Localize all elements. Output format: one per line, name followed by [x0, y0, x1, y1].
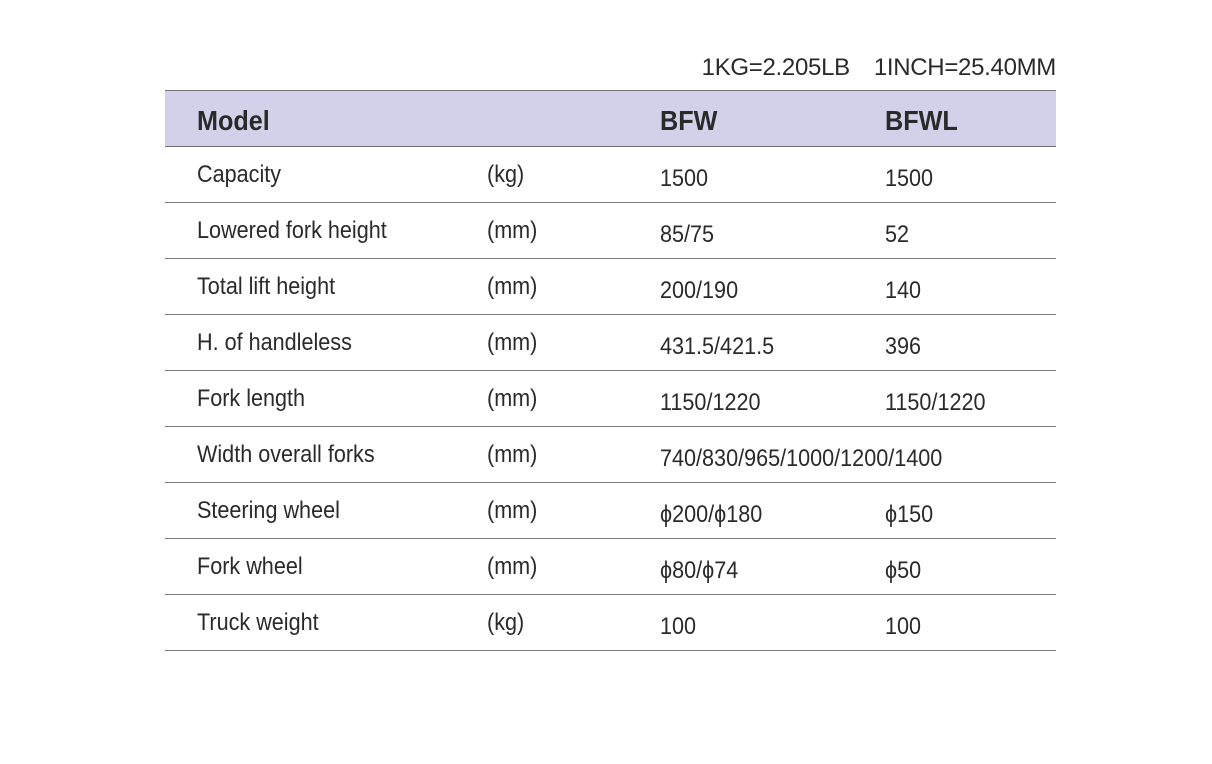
row-unit: (mm) — [487, 328, 538, 356]
row-bfwl-value: 140 — [885, 276, 922, 304]
row-bfwl-value: ϕ150 — [885, 500, 934, 528]
row-bfw-value: ϕ200/ϕ180 — [660, 500, 763, 528]
row-label: Lowered fork height — [197, 216, 387, 244]
row-unit: (mm) — [487, 552, 538, 580]
header-bfwl: BFWL — [885, 104, 958, 136]
row-label: Steering wheel — [197, 496, 340, 524]
table-row — [165, 427, 1056, 483]
row-bfwl-value: 52 — [885, 220, 910, 248]
table-row — [165, 259, 1056, 315]
row-bfw-value: 1500 — [660, 164, 709, 192]
row-unit: (kg) — [487, 608, 525, 636]
row-shared-value: 740/830/965/1000/1200/1400 — [660, 444, 943, 472]
row-bfw-value: 85/75 — [660, 220, 715, 248]
row-label: Capacity — [197, 160, 282, 188]
row-unit: (mm) — [487, 384, 538, 412]
spec-table — [165, 90, 1056, 651]
row-bfw-value: 1150/1220 — [660, 388, 761, 416]
row-bfw-value: 431.5/421.5 — [660, 332, 775, 360]
row-label: Fork wheel — [197, 552, 303, 580]
row-bfwl-value: 1150/1220 — [885, 388, 986, 416]
row-label: H. of handleless — [197, 328, 352, 356]
row-label: Total lift height — [197, 272, 336, 300]
row-unit: (mm) — [487, 272, 538, 300]
table-row — [165, 147, 1056, 203]
row-bfwl-value: ϕ50 — [885, 556, 922, 584]
row-bfw-value: 100 — [660, 612, 697, 640]
kg-lb-conversion: 1KG=2.205LB — [701, 54, 850, 81]
inch-mm-conversion: 1INCH=25.40MM — [873, 54, 1056, 81]
table-row — [165, 371, 1056, 427]
row-bfwl-value: 100 — [885, 612, 922, 640]
row-bfw-value: ϕ80/ϕ74 — [660, 556, 739, 584]
row-label: Width overall forks — [197, 440, 375, 468]
table-row — [165, 539, 1056, 595]
table-header-row — [165, 91, 1056, 147]
row-bfw-value: 200/190 — [660, 276, 739, 304]
row-bfwl-value: 1500 — [885, 164, 934, 192]
row-label: Fork length — [197, 384, 306, 412]
row-unit: (kg) — [487, 160, 525, 188]
row-unit: (mm) — [487, 440, 538, 468]
row-bfwl-value: 396 — [885, 332, 922, 360]
table-row — [165, 203, 1056, 259]
row-unit: (mm) — [487, 496, 538, 524]
row-label: Truck weight — [197, 608, 319, 636]
table-row — [165, 315, 1056, 371]
table-row — [165, 595, 1056, 651]
header-model-label: Model — [197, 104, 270, 136]
unit-conversion-note — [702, 54, 1056, 82]
header-bfw: BFW — [660, 104, 718, 136]
table-row — [165, 483, 1056, 539]
row-unit: (mm) — [487, 216, 538, 244]
